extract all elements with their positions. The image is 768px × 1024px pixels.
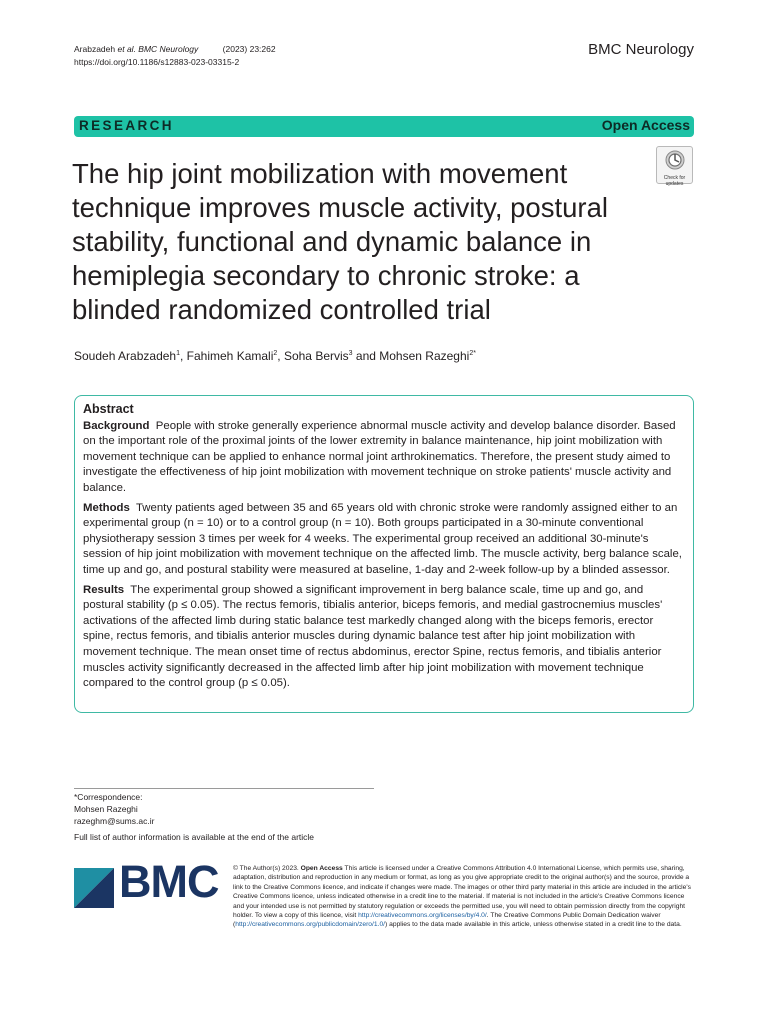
author-list [74, 349, 476, 363]
correspondence-block [74, 791, 154, 827]
section-text: Twenty patients aged between 35 and 65 years old with chronic stroke were randomly assigned either to an experimental group (n = 10) or to a control group (n = 10). Both groups participated in a 30-minute conventional physiotherapy session 3 times per week for 4 weeks. The experimental group received an additional 30-minute's session of hip joint mobilization with movement technique on the affected limb. The muscle activity, berg balance scale, time up and go, and postural stability were measured at baseline, 1-day and 2-week follow-up by a blinded assessor. [83, 501, 682, 576]
check-updates-line2: updates [665, 180, 684, 187]
abstract-box [74, 395, 694, 713]
abstract-background [83, 419, 685, 497]
section-label: Background [83, 419, 150, 432]
author-affiliation: 3 [348, 350, 353, 357]
license-statement [233, 864, 695, 930]
author-name[interactable]: Fahimeh Kamali [186, 349, 274, 363]
correspondence-email[interactable]: razeghm@sums.ac.ir [74, 816, 155, 826]
abstract-heading: Abstract [83, 402, 134, 416]
author-affiliation: 2 [273, 350, 278, 357]
section-text: The experimental group showed a significant improvement in berg balance scale, time up and go, and postural stability (p ≤ 0.05). The rectus femoris, tibialis anterior, biceps femoris, and medial gastrocnemius muscles' activations of the affected limb during static balance test markedly changed along with the biceps femoris, erector spine, rectus femoris, and tibialis anterior muscles during dynamic balance test after hip joint mobilization with movement technique. The mean onset time of rectus abdominus, erector Spine, rectus femoris, and tibialis anterior muscles activity significantly decreased in the affected limb after hip joint mobilization with movement technique compared to the control group (p ≤ 0.05). [83, 583, 663, 690]
abstract-methods [83, 501, 685, 579]
check-updates-line1: Check for [663, 175, 686, 181]
article-header-info [74, 43, 276, 69]
article-title: The hip joint mobilization with movement technique improves muscle activity, postural stability, functional and dynamic balance in hemiplegia secondary to chronic stroke: a blinded randomized controlled trial [72, 158, 608, 325]
license-text: ) applies to the data made available in this article, unless otherwise stated in a credit line to the data. [385, 921, 682, 929]
author-name[interactable]: Soha Bervis [283, 349, 349, 363]
author-separator: , [277, 349, 284, 363]
bmc-logo [74, 856, 219, 910]
check-for-updates-icon [665, 150, 685, 170]
abstract-results [83, 583, 685, 692]
author-affiliation: 1 [176, 350, 180, 357]
license-text: This article is licensed under a Creative Commons Attribution 4.0 International License, which permits use, sharing, adaptation, distribution and reproduction in any medium or format, as long as you give appropriate credit to the original author(s) and the source, provide a link to the Creative Commons licence, and indicate if changes were made. The images or other third party material in this article are included in the article's Creative Commons licence, unless indicated otherwise in a credit line to the material. If material is not included in the article's Creative Commons licence and your intended use is not permitted by statutory regulation or exceeds the permitted use, you will need to obtain permission directly from the copyright holder. To view a copy of this licence, visit [233, 865, 691, 920]
license-link-cc-by[interactable]: http://creativecommons.org/licenses/by/4.0/ [358, 912, 487, 920]
journal-name: BMC Neurology [588, 41, 694, 58]
bmc-logo-text: BMC [119, 856, 219, 907]
license-open-access: Open Access [300, 865, 343, 872]
article-type-label: RESEARCH [79, 118, 174, 133]
section-label: Methods [83, 501, 130, 514]
section-text: People with stroke generally experience abnormal muscle activity and develop balance disorder. Based on the important role of the proximal joints of the lower extremity in balance maintenance, hip joint mobilization with movement technique can be applied to enhance normal joint arthrokinematics. Therefore, the present study aimed to investigate the effectiveness of hip joint mobilization with movement technique on stroke patients' muscle activity and balance. [83, 419, 676, 494]
correspondence-name: Mohsen Razeghi [74, 804, 138, 814]
check-for-updates-badge[interactable] [656, 146, 693, 187]
author-name[interactable]: Mohsen Razeghi [379, 349, 470, 363]
author-name[interactable]: Soudeh Arabzadeh [74, 349, 177, 363]
citation-line [74, 43, 276, 56]
footnote-divider [74, 788, 374, 789]
header-etal-journal: et al. BMC Neurology [117, 44, 199, 54]
open-access-label: Open Access [601, 117, 690, 133]
correspondence-label: *Correspondence: [74, 792, 143, 802]
author-affiliation: 2* [469, 350, 476, 357]
section-label: Results [83, 583, 125, 596]
article-type-banner [74, 116, 694, 137]
license-text: . The Creative Commons Public Domain Dedication waiver ( [233, 912, 661, 929]
header-author: Arabzadeh [74, 44, 116, 54]
author-separator: , [180, 349, 187, 363]
header-doi-link[interactable]: https://doi.org/10.1186/s12883-023-03315-2 [74, 57, 240, 67]
header-volume: (2023) 23:262 [222, 44, 276, 54]
author-separator: and [352, 349, 380, 363]
bmc-logo-mark-icon [74, 868, 114, 908]
author-info-note: Full list of author information is available at the end of the article [74, 832, 315, 842]
license-copyright: © The Author(s) 2023. [233, 865, 299, 872]
license-link-cc0[interactable]: http://creativecommons.org/publicdomain/zero/1.0/ [235, 921, 386, 929]
